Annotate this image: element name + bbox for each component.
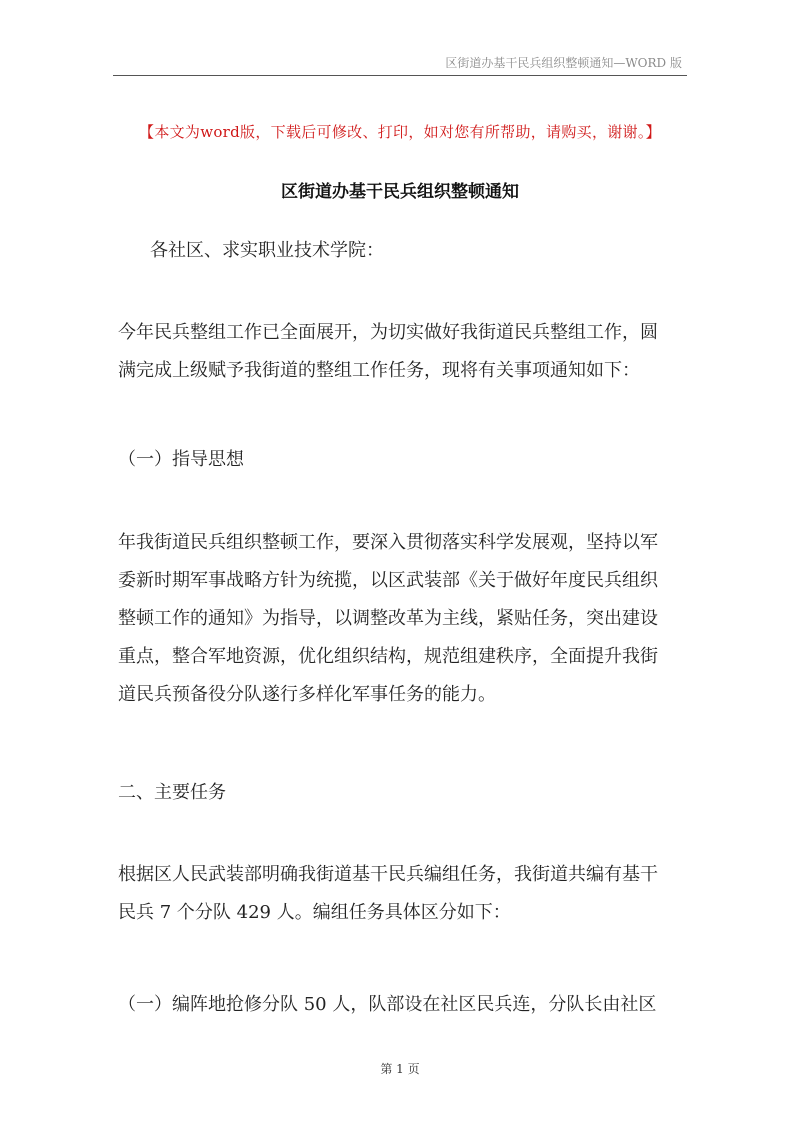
section1-line-1: 年我街道民兵组织整顿工作，要深入贯彻落实科学发展观，坚持以军 — [118, 532, 658, 553]
intro-line-1: 今年民兵整组工作已全面展开，为切实做好我街道民兵整组工作，圆 — [118, 322, 658, 343]
salutation: 各社区、求实职业技术学院： — [150, 240, 384, 261]
running-header: 区街道办基干民兵组织整顿通知—WORD 版 — [445, 56, 682, 70]
page-number: 第 1 页 — [380, 1062, 420, 1076]
section1-line-3: 整顿工作的通知》为指导，以调整改革为主线，紧贴任务，突出建设 — [118, 608, 658, 629]
section-heading-guiding-idea: （一）指导思想 — [118, 449, 244, 470]
section2-line-2: 民兵 7 个分队 429 人。编组任务具体区分如下： — [118, 902, 511, 923]
item1-line: （一）编阵地抢修分队 50 人，队部设在社区民兵连，分队长由社区 — [118, 994, 657, 1015]
intro-line-2: 满完成上级赋予我街道的整组工作任务，现将有关事项通知如下： — [118, 360, 640, 381]
section1-line-4: 重点，整合军地资源，优化组织结构，规范组建秩序，全面提升我街 — [118, 646, 658, 667]
section1-line-5: 道民兵预备役分队遂行多样化军事任务的能力。 — [118, 684, 496, 705]
header-divider — [113, 75, 687, 76]
section-heading-main-tasks: 二、主要任务 — [118, 782, 226, 803]
section2-line-1: 根据区人民武装部明确我街道基干民兵编组任务，我街道共编有基干 — [118, 864, 658, 885]
section1-line-2: 委新时期军事战略方针为统揽，以区武装部《关于做好年度民兵组织 — [118, 570, 658, 591]
document-title: 区街道办基干民兵组织整顿通知 — [281, 182, 519, 202]
purchase-notice: 【本文为word版，下载后可修改、打印，如对您有所帮助，请购买，谢谢。】 — [139, 123, 661, 141]
